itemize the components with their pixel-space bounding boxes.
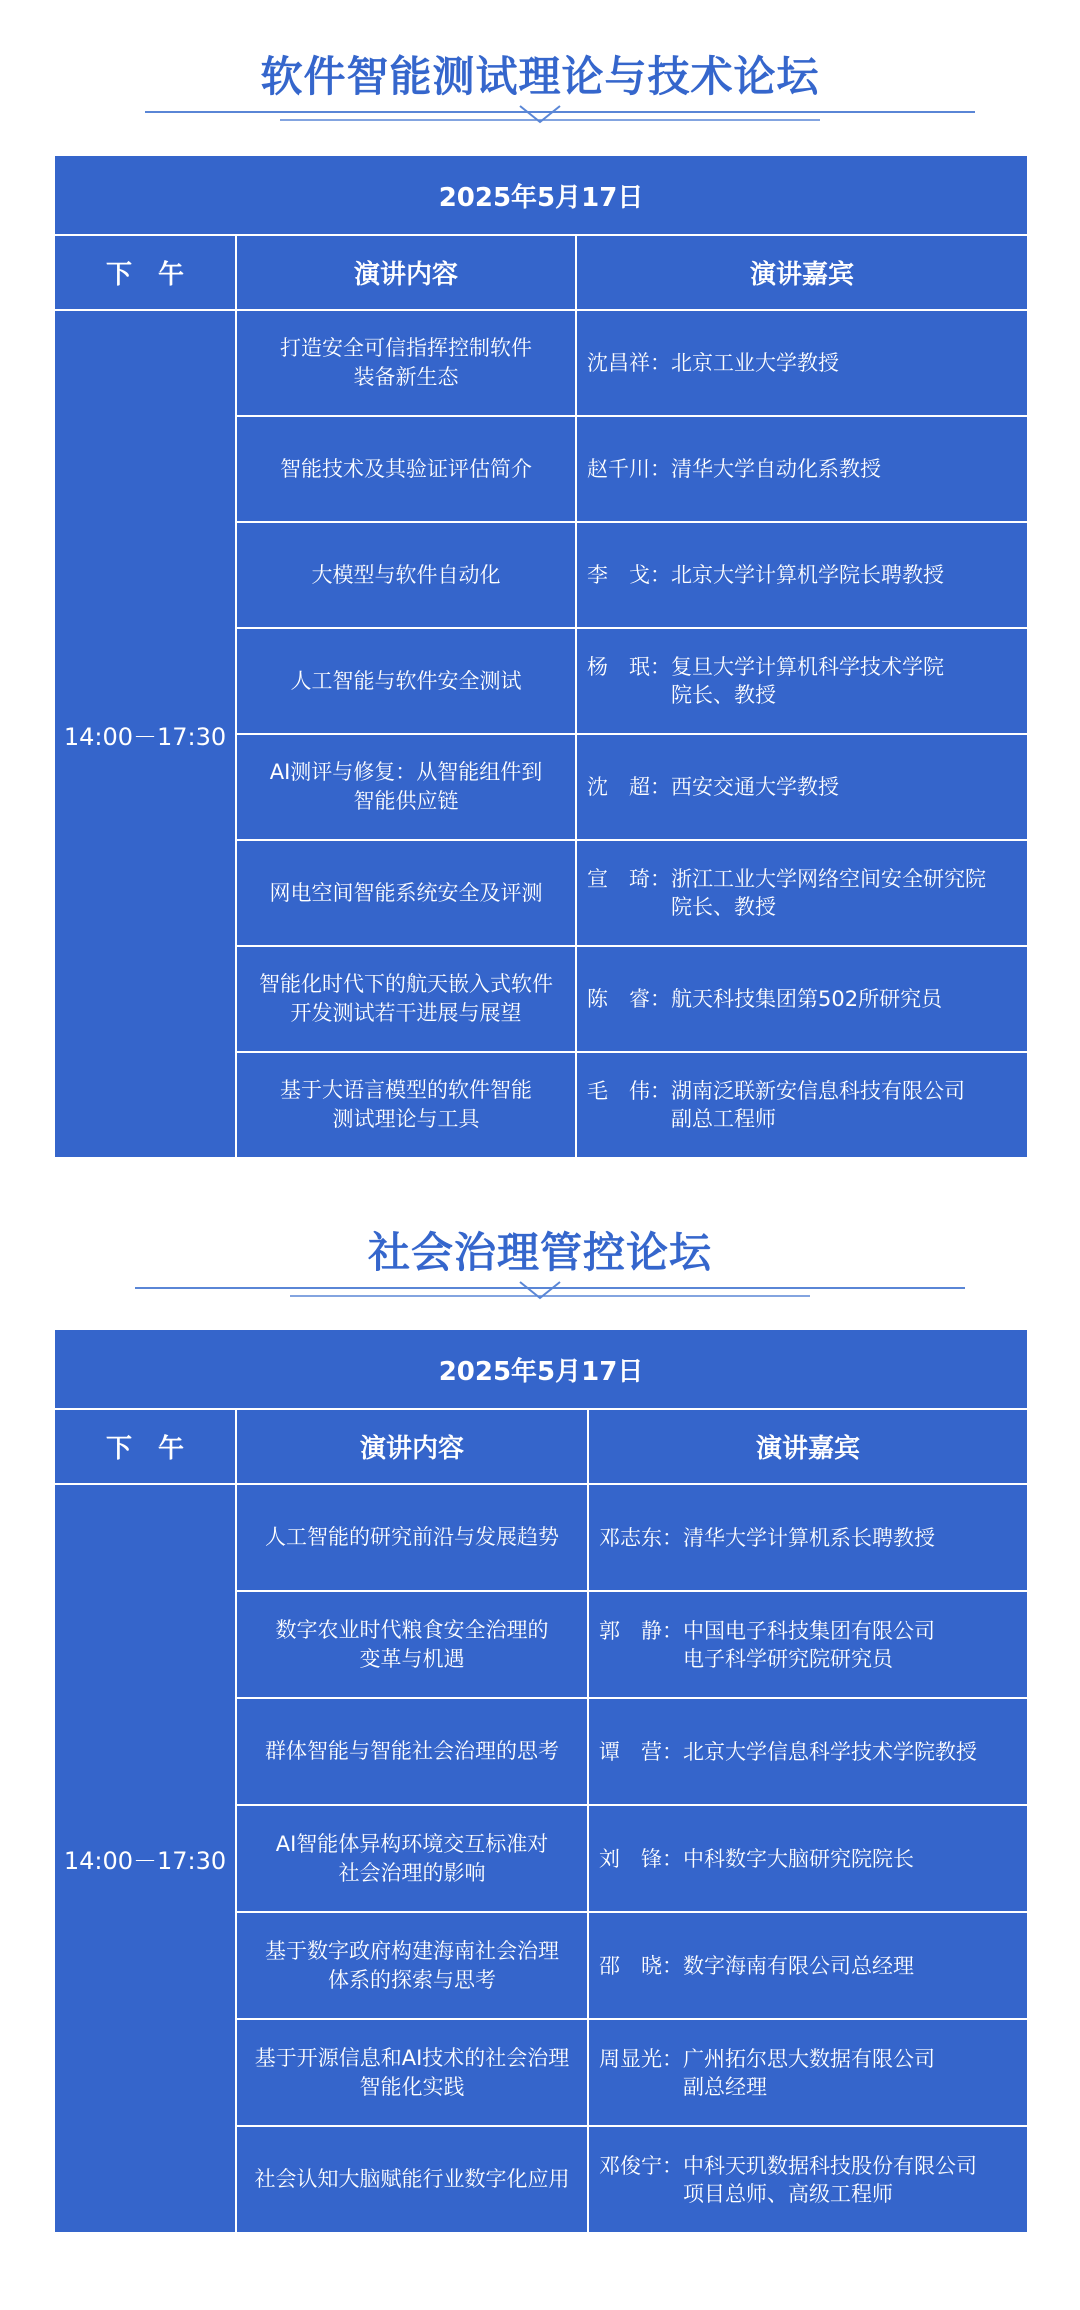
- table-row: [54, 1484, 1028, 1591]
- topic-cell: 打造安全可信指挥控制软件 装备新生态: [236, 310, 576, 416]
- speaker-name: 邓志东: [599, 1525, 662, 1550]
- speaker-cell: 杨 珉 ： 复旦大学计算机科学技术学院 院长、教授: [576, 628, 1028, 734]
- date-header: 2025年5月17日: [54, 1329, 1028, 1409]
- speaker-title: 湖南泛联新安信息科技有限公司 副总工程师: [671, 1079, 965, 1131]
- speaker-title: 中科天玑数据科技股份有限公司 项目总师、高级工程师: [683, 2153, 977, 2206]
- topic-cell: 人工智能的研究前沿与发展趋势: [236, 1484, 588, 1591]
- topic-cell: 基于大语言模型的软件智能 测试理论与工具: [236, 1052, 576, 1158]
- speaker-cell: 宣 琦 ： 浙江工业大学网络空间安全研究院 院长、教授: [576, 840, 1028, 946]
- session-header: 下 午: [54, 235, 236, 310]
- topic-header: 演讲内容: [236, 235, 576, 310]
- title-divider-icon: [0, 100, 1080, 160]
- topic-cell: 基于开源信息和AI技术的社会治理 智能化实践: [236, 2019, 588, 2126]
- forum-title: 软件智能测试理论与技术论坛: [260, 52, 820, 101]
- topic-cell: AI智能体异构环境交互标准对 社会治理的影响: [236, 1805, 588, 1912]
- speaker-name: 赵千川: [587, 457, 650, 481]
- speaker-cell: 毛 伟 ： 湖南泛联新安信息科技有限公司 副总工程师: [576, 1052, 1028, 1158]
- speaker-title: 数字海南有限公司总经理: [683, 1953, 914, 1978]
- speaker-title: 清华大学自动化系教授: [671, 457, 881, 481]
- speaker-title: 中国电子科技集团有限公司 电子科学研究院研究员: [683, 1618, 935, 1671]
- topic-cell: 大模型与软件自动化: [236, 522, 576, 628]
- topic-cell: 网电空间智能系统安全及评测: [236, 840, 576, 946]
- speaker-name: 邓俊宁: [599, 2153, 662, 2178]
- speaker-name: 谭 营: [599, 1739, 662, 1764]
- speaker-cell: 沈 超 ： 西安交通大学教授: [576, 734, 1028, 840]
- time-cell: 14:00－17:30: [54, 1484, 236, 2233]
- forum-title: 社会治理管控论坛: [367, 1228, 712, 1277]
- speaker-name: 刘 锋: [599, 1846, 662, 1871]
- speaker-name: 陈 睿: [587, 987, 650, 1011]
- topic-cell: 智能化时代下的航天嵌入式软件 开发测试若干进展与展望: [236, 946, 576, 1052]
- topic-cell: 基于数字政府构建海南社会治理 体系的探索与思考: [236, 1912, 588, 2019]
- speaker-cell: 赵千川 ： 清华大学自动化系教授: [576, 416, 1028, 522]
- speaker-cell: 陈 睿 ： 航天科技集团第502所研究员: [576, 946, 1028, 1052]
- speaker-name: 沈昌祥: [587, 351, 650, 375]
- speaker-name: 李 戈: [587, 563, 650, 587]
- speaker-title: 浙江工业大学网络空间安全研究院 院长、教授: [671, 867, 986, 919]
- date-header: 2025年5月17日: [54, 155, 1028, 235]
- topic-cell: 人工智能与软件安全测试: [236, 628, 576, 734]
- time-cell: 14:00－17:30: [54, 310, 236, 1158]
- speaker-name: 邵 晓: [599, 1953, 662, 1978]
- speaker-title: 北京大学计算机学院长聘教授: [671, 563, 944, 587]
- speaker-name: 周显光: [599, 2046, 662, 2071]
- topic-cell: 群体智能与智能社会治理的思考: [236, 1698, 588, 1805]
- speaker-title: 复旦大学计算机科学技术学院 院长、教授: [671, 655, 944, 707]
- speaker-name: 郭 静: [599, 1618, 662, 1643]
- speaker-header: 演讲嘉宾: [576, 235, 1028, 310]
- speaker-cell: 李 戈 ： 北京大学计算机学院长聘教授: [576, 522, 1028, 628]
- speaker-name: 杨 珉: [587, 655, 650, 679]
- speaker-title: 中科数字大脑研究院院长: [683, 1846, 914, 1871]
- speaker-title: 北京工业大学教授: [671, 351, 839, 375]
- topic-cell: 数字农业时代粮食安全治理的 变革与机遇: [236, 1591, 588, 1698]
- speaker-cell: 刘 锋 ： 中科数字大脑研究院院长: [588, 1805, 1028, 1912]
- speaker-title: 航天科技集团第502所研究员: [671, 987, 943, 1011]
- speaker-cell: 沈昌祥 ： 北京工业大学教授: [576, 310, 1028, 416]
- topic-cell: 智能技术及其验证评估简介: [236, 416, 576, 522]
- topic-cell: 社会认知大脑赋能行业数字化应用: [236, 2126, 588, 2233]
- speaker-name: 宣 琦: [587, 867, 650, 891]
- topic-header: 演讲内容: [236, 1409, 588, 1484]
- session-header: 下 午: [54, 1409, 236, 1484]
- speaker-cell: 邵 晓 ： 数字海南有限公司总经理: [588, 1912, 1028, 2019]
- speaker-title: 西安交通大学教授: [671, 775, 839, 799]
- speaker-cell: 邓俊宁 ： 中科天玑数据科技股份有限公司 项目总师、高级工程师: [588, 2126, 1028, 2233]
- agenda-table: [53, 1328, 1029, 2234]
- speaker-title: 广州拓尔思大数据有限公司 副总经理: [683, 2046, 935, 2099]
- speaker-name: 毛 伟: [587, 1079, 650, 1103]
- speaker-cell: 谭 营 ： 北京大学信息科学技术学院教授: [588, 1698, 1028, 1805]
- speaker-cell: 邓志东 ： 清华大学计算机系长聘教授: [588, 1484, 1028, 1591]
- speaker-cell: 郭 静 ： 中国电子科技集团有限公司 电子科学研究院研究员: [588, 1591, 1028, 1698]
- agenda-table: [53, 154, 1029, 1159]
- speaker-header: 演讲嘉宾: [588, 1409, 1028, 1484]
- speaker-title: 清华大学计算机系长聘教授: [683, 1525, 935, 1550]
- table-row: [54, 310, 1028, 416]
- title-divider-icon: [0, 1276, 1080, 1336]
- speaker-title: 北京大学信息科学技术学院教授: [683, 1739, 977, 1764]
- topic-cell: AI测评与修复：从智能组件到 智能供应链: [236, 734, 576, 840]
- speaker-name: 沈 超: [587, 775, 650, 799]
- speaker-cell: 周显光 ： 广州拓尔思大数据有限公司 副总经理: [588, 2019, 1028, 2126]
